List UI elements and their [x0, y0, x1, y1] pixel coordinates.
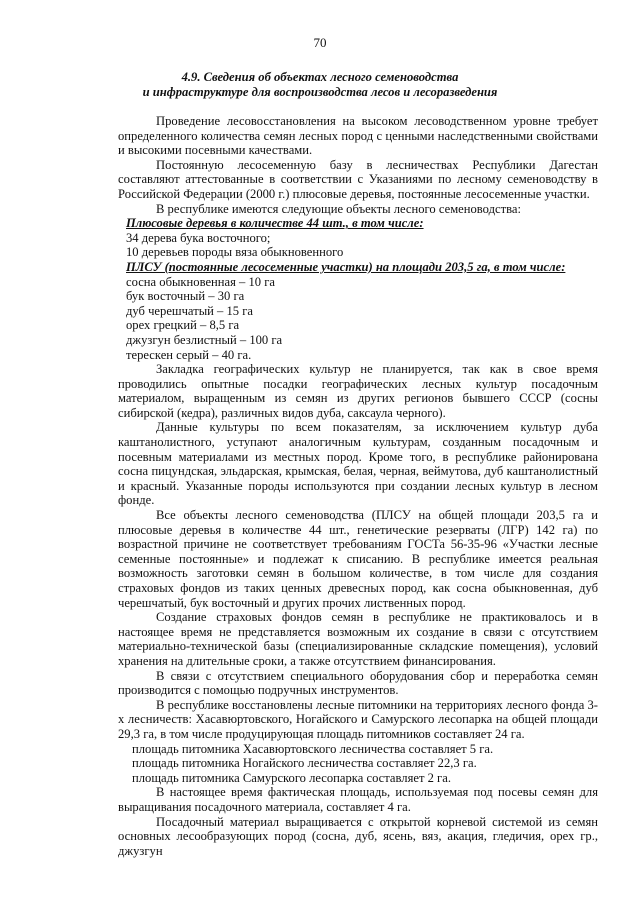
section-title — [110, 70, 530, 99]
paragraph-10: В настоящее время фактическая площадь, используемая под посевы семян для выращивания посадочного материала, составляет 4 га. — [118, 785, 598, 814]
plus-tree-item: 10 деревьев породы вяза обыкновенного — [126, 245, 344, 260]
plsu-item: джузгун безлистный – 100 га — [126, 332, 283, 347]
paragraph-8: В связи с отсутствием специального оборудования сбор и переработка семян производится с помощью подручных инструментов. — [118, 668, 598, 698]
paragraph-7: Создание страховых фондов семян в республике не практиковалось и в настоящее время не представляется возможным их создание в связи с отсутствием материально-технической базы (специализированные складские помещения), условий хранения на длительные сроки, а также отсутствием финансирования. — [118, 610, 598, 668]
paragraph-3: В республике имеются следующие объекты лесного семеноводства: — [156, 201, 521, 216]
paragraph-2: Постоянную лесосеменную базу в лесничествах Республики Дагестан составляют аттестованные в соответствии с Указаниями по лесному семеноводству в Российской Федерации (2000 г.) плюсовые деревья, постоянные лесосеменные участки. — [118, 157, 598, 201]
nursery-item: площадь питомника Ногайского лесничества составляет 22,3 га. — [132, 756, 477, 771]
plsu-item: дуб черешчатый – 15 га — [126, 303, 253, 318]
plsu-item: орех грецкий – 8,5 га — [126, 318, 240, 333]
page-number: 70 — [313, 35, 327, 50]
document-body — [118, 114, 598, 858]
paragraph-5: Данные культуры по всем показателям, за исключением культур дуба каштанолистного, уступают аналогичным культурам, созданным посадочным и посевным материалами из местных пород. Кроме того, в республике районирована сосна пицундская, эльдарская, крымская, белая, черная, веймутова, дуб каштанолистный и красный. Указанные породы используются при создании лесных культур в лесном фонде. — [118, 420, 598, 508]
plus-tree-item: 34 дерева бука восточного; — [126, 230, 271, 245]
paragraph-4: Закладка географических культур не планируется, так как в свое время проводились опытные посадки географических лесных культур посадочным материалом, выращенным из семян из других регионов бывшего СССР (сосны сибирской (кедра), различных видов дуба, саксаула черного). — [118, 362, 598, 420]
nursery-item: площадь питомника Самурского лесопарка составляет 2 га. — [132, 770, 451, 785]
plsu-item: бук восточный – 30 га — [126, 289, 245, 304]
paragraph-1: Проведение лесовосстановления на высоком лесоводственном уровне требует определенного количества семян лесных пород с ценными наследственными свойствами и высокими посевными качествами. — [118, 114, 598, 158]
section-title-line-2: и инфраструктуре для воспроизводства лесов и лесоразведения — [142, 84, 498, 99]
paragraph-6: Все объекты лесного семеноводства (ПЛСУ на общей площади 203,5 га и плюсовые деревья в количестве 44 шт., генетические резерваты (ЛГР) 142 га) по возрастной причине не соответствует требованиям ГОСТа 56-35-96 «Участки лесные семенные постоянные» и подлежат к списанию. В республике имеется реальная возможность заготовки семян в большом количестве, в том числе для создания страховых фондов из таких ценных древесных пород, как сосна обыкновенная, дуб черешчатый, бук восточный и других прочих лиственных пород. — [118, 508, 598, 610]
plsu-heading: ПЛСУ (постоянные лесосеменные участки) на площади 203,5 га, в том числе: — [126, 259, 566, 274]
plsu-item: терескен серый – 40 га. — [126, 347, 252, 362]
paragraph-9: В республике восстановлены лесные питомники на территориях лесного фонда 3-х лесничеств: Хасавюртовского, Ногайского и Самурского лесопарка на общей площади 29,3 га, в том числе продуцирующая площадь питомников составляет 24 га. — [118, 697, 598, 741]
nursery-item: площадь питомника Хасавюртовского лесничества составляет 5 га. — [132, 741, 494, 756]
plus-trees-heading: Плюсовые деревья в количестве 44 шт., в том числе: — [126, 216, 424, 231]
paragraph-11: Посадочный материал выращивается с открытой корневой системой из семян основных лесообразующих пород (сосна, дуб, ясень, вяз, акация, гледичия, орех гр., джузгун — [118, 814, 598, 858]
plsu-item: сосна обыкновенная – 10 га — [126, 274, 276, 289]
section-title-line-1: 4.9. Сведения об объектах лесного семеноводства — [181, 70, 459, 84]
